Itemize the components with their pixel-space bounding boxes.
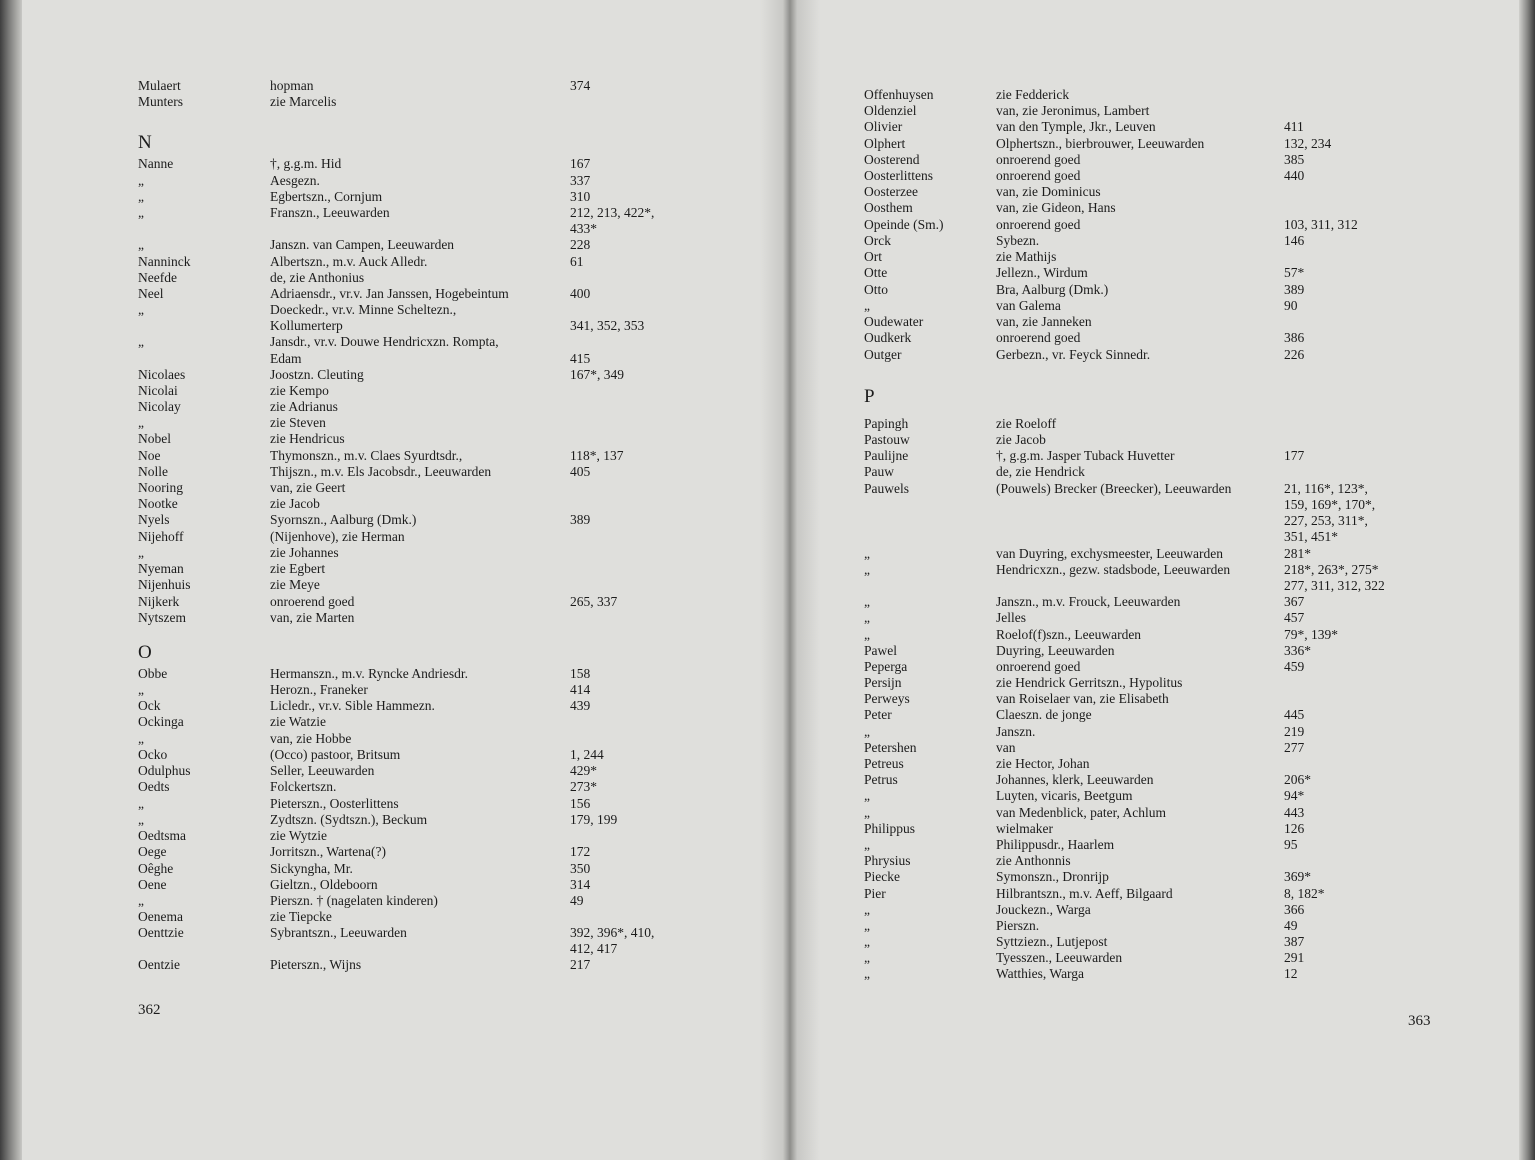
entry-name: Nijkerk bbox=[138, 594, 180, 609]
entry-description: zie Fedderick bbox=[996, 87, 1070, 102]
entry-description: van, zie Hobbe bbox=[270, 731, 352, 746]
entry-page-refs: 49 bbox=[1284, 918, 1298, 933]
entry-description: Pierszn. bbox=[996, 918, 1040, 933]
entry-name: „ bbox=[138, 682, 144, 697]
entry-description: Sybrantszn., Leeuwarden bbox=[270, 925, 407, 940]
entry-page-refs: 12 bbox=[1284, 966, 1298, 981]
entry-page-refs: 219 bbox=[1284, 724, 1305, 739]
left-book-edge bbox=[0, 0, 22, 1160]
entry-page-refs: 227, 253, 311*, bbox=[1284, 513, 1368, 528]
entry-name: „ bbox=[864, 950, 870, 965]
left-page bbox=[22, 0, 760, 1160]
entry-name: Nobel bbox=[138, 431, 171, 446]
entry-name: Oudkerk bbox=[864, 330, 912, 345]
entry-name: Olphert bbox=[864, 136, 906, 151]
entry-page-refs: 439 bbox=[570, 698, 591, 713]
entry-page-refs: 126 bbox=[1284, 821, 1305, 836]
entry-description: †, g.g.m. Jasper Tuback Huvetter bbox=[996, 448, 1175, 463]
entry-description: de, zie Hendrick bbox=[996, 464, 1085, 479]
entry-name: Nooring bbox=[138, 480, 183, 495]
entry-page-refs: 387 bbox=[1284, 934, 1305, 949]
entry-description: zie Anthonnis bbox=[996, 853, 1071, 868]
entry-description: zie Steven bbox=[270, 415, 326, 430]
entry-name: Noe bbox=[138, 448, 161, 463]
entry-description: Sybezn. bbox=[996, 233, 1040, 248]
entry-description: van, zie Jeronimus, Lambert bbox=[996, 103, 1150, 118]
entry-page-refs: 310 bbox=[570, 189, 591, 204]
entry-page-refs: 459 bbox=[1284, 659, 1305, 674]
entry-name: Pastouw bbox=[864, 432, 910, 447]
entry-description: Pieterszn., Oosterlittens bbox=[270, 796, 399, 811]
entry-name: Oosterend bbox=[864, 152, 920, 167]
entry-name: Neefde bbox=[138, 270, 177, 285]
section-heading-o: O bbox=[138, 642, 152, 663]
entry-page-refs: 61 bbox=[570, 254, 584, 269]
entry-page-refs: 405 bbox=[570, 464, 591, 479]
entry-name: Pauwels bbox=[864, 481, 909, 496]
entry-name: „ bbox=[864, 546, 870, 561]
entry-name: „ bbox=[864, 627, 870, 642]
entry-description: zie Egbert bbox=[270, 561, 326, 576]
entry-description: Jorritszn., Wartena(?) bbox=[270, 844, 386, 859]
entry-description: van Galema bbox=[996, 298, 1061, 313]
entry-description: zie Jacob bbox=[996, 432, 1046, 447]
entry-description: zie Mathijs bbox=[996, 249, 1057, 264]
entry-name: „ bbox=[138, 237, 144, 252]
entry-name: „ bbox=[864, 902, 870, 917]
entry-name: Nicolay bbox=[138, 399, 181, 414]
entry-page-refs: 386 bbox=[1284, 330, 1305, 345]
entry-name: „ bbox=[864, 966, 870, 981]
entry-page-refs: 95 bbox=[1284, 837, 1298, 852]
entry-description: Herozn., Franeker bbox=[270, 682, 368, 697]
entry-name: „ bbox=[138, 812, 144, 827]
entry-name: Persijn bbox=[864, 675, 902, 690]
entry-name: „ bbox=[864, 918, 870, 933]
entry-description: Duyring, Leeuwarden bbox=[996, 643, 1115, 658]
entry-description: van, zie Geert bbox=[270, 480, 346, 495]
entry-name: Oentzie bbox=[138, 957, 180, 972]
entry-name: Oêghe bbox=[138, 861, 174, 876]
entry-name: Nicolaes bbox=[138, 367, 186, 382]
entry-description: Johannes, klerk, Leeuwarden bbox=[996, 772, 1154, 787]
entry-name: Peperga bbox=[864, 659, 908, 674]
entry-description: zie Tiepcke bbox=[270, 909, 332, 924]
entry-name: Nicolai bbox=[138, 383, 178, 398]
entry-description: Roelof(f)szn., Leeuwarden bbox=[996, 627, 1142, 642]
entry-name: Phrysius bbox=[864, 853, 911, 868]
entry-name: Nanne bbox=[138, 156, 174, 171]
entry-name: „ bbox=[138, 334, 144, 349]
entry-name: Mulaert bbox=[138, 78, 181, 93]
entry-description: hopman bbox=[270, 78, 314, 93]
entry-page-refs: 265, 337 bbox=[570, 594, 618, 609]
entry-name: Perweys bbox=[864, 691, 910, 706]
entry-description: Bra, Aalburg (Dmk.) bbox=[996, 282, 1109, 297]
entry-name: Ocko bbox=[138, 747, 168, 762]
entry-name: Oldenziel bbox=[864, 103, 917, 118]
entry-description: onroerend goed bbox=[996, 330, 1081, 345]
entry-description: Thijszn., m.v. Els Jacobsdr., Leeuwarden bbox=[270, 464, 492, 479]
entry-description: Hilbrantszn., m.v. Aeff, Bilgaard bbox=[996, 886, 1173, 901]
entry-page-refs: 206* bbox=[1284, 772, 1311, 787]
entry-name: Pier bbox=[864, 886, 886, 901]
entry-page-refs: 389 bbox=[1284, 282, 1305, 297]
entry-name: Petershen bbox=[864, 740, 917, 755]
entry-page-refs: 337 bbox=[570, 173, 591, 188]
entry-name: „ bbox=[864, 298, 870, 313]
entry-description: zie Kempo bbox=[270, 383, 329, 398]
entry-description: Janszn. bbox=[996, 724, 1036, 739]
entry-page-refs: 351, 451* bbox=[1284, 529, 1338, 544]
entry-page-refs: 366 bbox=[1284, 902, 1305, 917]
entry-name: „ bbox=[138, 173, 144, 188]
entry-description: Adriaensdr., vr.v. Jan Janssen, Hogebeintum bbox=[270, 286, 509, 301]
entry-name: Piecke bbox=[864, 869, 900, 884]
right-page bbox=[820, 0, 1519, 1160]
entry-name: Odulphus bbox=[138, 763, 191, 778]
entry-page-refs: 103, 311, 312 bbox=[1284, 217, 1358, 232]
entry-page-refs: 156 bbox=[570, 796, 591, 811]
entry-description: zie Hector, Johan bbox=[996, 756, 1090, 771]
entry-description: Syornszn., Aalburg (Dmk.) bbox=[270, 512, 417, 527]
entry-name: Oege bbox=[138, 844, 167, 859]
entry-name: Oenema bbox=[138, 909, 183, 924]
entry-name: „ bbox=[138, 731, 144, 746]
section-heading-n: N bbox=[138, 132, 152, 153]
entry-description: Jellezn., Wirdum bbox=[996, 265, 1088, 280]
entry-page-refs: 228 bbox=[570, 237, 591, 252]
right-book-edge bbox=[1519, 0, 1535, 1160]
entry-name: Oosterzee bbox=[864, 184, 918, 199]
entry-description: van, zie Dominicus bbox=[996, 184, 1101, 199]
entry-description: Symonszn., Dronrijp bbox=[996, 869, 1109, 884]
entry-description: Hendricxzn., gezw. stadsbode, Leeuwarden bbox=[996, 562, 1231, 577]
entry-description: Pierszn. † (nagelaten kinderen) bbox=[270, 893, 438, 908]
page-number: 363 bbox=[1408, 1013, 1431, 1029]
entry-name: Pawel bbox=[864, 643, 897, 658]
entry-name: „ bbox=[864, 594, 870, 609]
entry-description: Hermanszn., m.v. Ryncke Andriesdr. bbox=[270, 666, 469, 681]
entry-page-refs: 369* bbox=[1284, 869, 1311, 884]
entry-name: Pauw bbox=[864, 464, 894, 479]
entry-description: onroerend goed bbox=[996, 217, 1081, 232]
entry-name: Orck bbox=[864, 233, 891, 248]
entry-description: Pieterszn., Wijns bbox=[270, 957, 362, 972]
entry-name: Oedtsma bbox=[138, 828, 186, 843]
entry-page-refs: 440 bbox=[1284, 168, 1305, 183]
entry-name: Oudewater bbox=[864, 314, 924, 329]
entry-description: Olphertszn., bierbrouwer, Leeuwarden bbox=[996, 136, 1205, 151]
entry-name: Otto bbox=[864, 282, 889, 297]
entry-page-refs: 1, 244 bbox=[570, 747, 604, 762]
entry-description: Tyesszen., Leeuwarden bbox=[996, 950, 1123, 965]
entry-page-refs: 218*, 263*, 275* bbox=[1284, 562, 1379, 577]
entry-description: Joostzn. Cleuting bbox=[270, 367, 364, 382]
entry-description: zie Hendrick Gerritszn., Hypolitus bbox=[996, 675, 1183, 690]
entry-description: (Pouwels) Brecker (Breecker), Leeuwarden bbox=[996, 481, 1232, 496]
entry-description: onroerend goed bbox=[996, 168, 1081, 183]
entry-description: zie Roeloff bbox=[996, 416, 1057, 431]
entry-description: zie Wytzie bbox=[270, 828, 328, 843]
entry-name: Ock bbox=[138, 698, 161, 713]
entry-name: „ bbox=[864, 788, 870, 803]
entry-name: „ bbox=[138, 415, 144, 430]
entry-description: Jansdr., vr.v. Douwe Hendricxzn. Rompta, bbox=[270, 334, 499, 349]
entry-page-refs: 277 bbox=[1284, 740, 1305, 755]
entry-page-refs: 177 bbox=[1284, 448, 1305, 463]
entry-page-refs: 433* bbox=[570, 221, 597, 236]
entry-page-refs: 336* bbox=[1284, 643, 1311, 658]
entry-page-refs: 159, 169*, 170*, bbox=[1284, 497, 1376, 512]
entry-name: Opeinde (Sm.) bbox=[864, 217, 944, 232]
entry-description: zie Watzie bbox=[270, 714, 327, 729]
entry-description: Licledr., vr.v. Sible Hammezn. bbox=[270, 698, 435, 713]
entry-description: zie Jacob bbox=[270, 496, 320, 511]
entry-page-refs: 412, 417 bbox=[570, 941, 618, 956]
entry-name: Nytszem bbox=[138, 610, 186, 625]
entry-name: Paulijne bbox=[864, 448, 909, 463]
entry-name: „ bbox=[138, 189, 144, 204]
entry-name: „ bbox=[864, 724, 870, 739]
entry-page-refs: 57* bbox=[1284, 265, 1305, 280]
entry-description: Syttziezn., Lutjepost bbox=[996, 934, 1108, 949]
entry-description: zie Hendricus bbox=[270, 431, 345, 446]
entry-description: Watthies, Warga bbox=[996, 966, 1085, 981]
entry-name: „ bbox=[864, 805, 870, 820]
entry-page-refs: 167 bbox=[570, 156, 591, 171]
entry-description: van bbox=[996, 740, 1016, 755]
entry-page-refs: 389 bbox=[570, 512, 591, 527]
entry-description: Jouckezn., Warga bbox=[996, 902, 1091, 917]
entry-description: †, g.g.m. Hid bbox=[270, 156, 342, 171]
entry-description: wielmaker bbox=[996, 821, 1053, 836]
entry-name: Ort bbox=[864, 249, 882, 264]
entry-description: Philippusdr., Haarlem bbox=[996, 837, 1115, 852]
entry-description: Franszn., Leeuwarden bbox=[270, 205, 390, 220]
entry-name: Nootke bbox=[138, 496, 178, 511]
entry-page-refs: 212, 213, 422*, bbox=[570, 205, 655, 220]
entry-description: Thymonszn., m.v. Claes Syurdtsdr., bbox=[270, 448, 463, 463]
entry-description: van, zie Gideon, Hans bbox=[996, 200, 1116, 215]
entry-name: Olivier bbox=[864, 119, 903, 134]
entry-description: Egbertszn., Cornjum bbox=[270, 189, 383, 204]
entry-page-refs: 385 bbox=[1284, 152, 1305, 167]
entry-page-refs: 350 bbox=[570, 861, 591, 876]
entry-page-refs: 132, 234 bbox=[1284, 136, 1332, 151]
entry-name: Petreus bbox=[864, 756, 904, 771]
entry-page-refs: 400 bbox=[570, 286, 591, 301]
entry-description: Gerbezn., vr. Feyck Sinnedr. bbox=[996, 347, 1151, 362]
entry-page-refs: 429* bbox=[570, 763, 597, 778]
book-gutter bbox=[760, 0, 820, 1160]
section-heading-p: P bbox=[864, 386, 875, 407]
entry-page-refs: 94* bbox=[1284, 788, 1305, 803]
entry-page-refs: 374 bbox=[570, 78, 591, 93]
entry-description: van, zie Janneken bbox=[996, 314, 1092, 329]
entry-name: Petrus bbox=[864, 772, 898, 787]
entry-page-refs: 158 bbox=[570, 666, 591, 681]
entry-description: Edam bbox=[270, 351, 302, 366]
entry-page-refs: 277, 311, 312, 322 bbox=[1284, 578, 1385, 593]
entry-name: Nijenhuis bbox=[138, 577, 191, 592]
entry-name: Philippus bbox=[864, 821, 916, 836]
entry-page-refs: 392, 396*, 410, bbox=[570, 925, 655, 940]
entry-name: Munters bbox=[138, 94, 183, 109]
entry-description: zie Johannes bbox=[270, 545, 339, 560]
entry-name: Obbe bbox=[138, 666, 168, 681]
entry-name: „ bbox=[138, 302, 144, 317]
entry-page-refs: 291 bbox=[1284, 950, 1305, 965]
entry-page-refs: 457 bbox=[1284, 610, 1305, 625]
entry-description: onroerend goed bbox=[270, 594, 355, 609]
entry-page-refs: 90 bbox=[1284, 298, 1298, 313]
entry-page-refs: 172 bbox=[570, 844, 591, 859]
entry-description: Claeszn. de jonge bbox=[996, 707, 1092, 722]
entry-description: Luyten, vicaris, Beetgum bbox=[996, 788, 1133, 803]
entry-page-refs: 367 bbox=[1284, 594, 1305, 609]
entry-description: Janszn., m.v. Frouck, Leeuwarden bbox=[996, 594, 1181, 609]
entry-name: „ bbox=[138, 893, 144, 908]
entry-name: „ bbox=[138, 205, 144, 220]
entry-page-refs: 341, 352, 353 bbox=[570, 318, 645, 333]
entry-description: van Duyring, exchysmeester, Leeuwarden bbox=[996, 546, 1223, 561]
entry-name: Nijehoff bbox=[138, 529, 184, 544]
entry-page-refs: 217 bbox=[570, 957, 591, 972]
entry-name: Oosterlittens bbox=[864, 168, 933, 183]
entry-page-refs: 146 bbox=[1284, 233, 1305, 248]
entry-page-refs: 79*, 139* bbox=[1284, 627, 1338, 642]
entry-name: „ bbox=[864, 562, 870, 577]
entry-page-refs: 443 bbox=[1284, 805, 1305, 820]
page-number: 362 bbox=[138, 1002, 161, 1018]
entry-page-refs: 118*, 137 bbox=[570, 448, 624, 463]
entry-description: Gieltzn., Oldeboorn bbox=[270, 877, 378, 892]
entry-description: Aesgezn. bbox=[270, 173, 320, 188]
entry-description: Albertszn., m.v. Auck Alledr. bbox=[270, 254, 428, 269]
entry-name: „ bbox=[864, 837, 870, 852]
entry-description: Doeckedr., vr.v. Minne Scheltezn., bbox=[270, 302, 457, 317]
entry-description: zie Adrianus bbox=[270, 399, 338, 414]
entry-name: Nyeman bbox=[138, 561, 184, 576]
entry-description: Zydtszn. (Sydtszn.), Beckum bbox=[270, 812, 428, 827]
entry-description: Sickyngha, Mr. bbox=[270, 861, 353, 876]
entry-name: Peter bbox=[864, 707, 892, 722]
entry-name: Offenhuysen bbox=[864, 87, 934, 102]
entry-description: van Roiselaer van, zie Elisabeth bbox=[996, 691, 1169, 706]
entry-description: zie Marcelis bbox=[270, 94, 337, 109]
entry-description: onroerend goed bbox=[996, 659, 1081, 674]
entry-page-refs: 273* bbox=[570, 779, 597, 794]
entry-description: van den Tymple, Jkr., Leuven bbox=[996, 119, 1156, 134]
entry-description: (Nijenhove), zie Herman bbox=[270, 529, 405, 544]
entry-description: Folckertszn. bbox=[270, 779, 337, 794]
entry-name: Nyels bbox=[138, 512, 170, 527]
entry-description: Jelles bbox=[996, 610, 1026, 625]
entry-name: Nolle bbox=[138, 464, 168, 479]
entry-page-refs: 411 bbox=[1284, 119, 1304, 134]
entry-description: Seller, Leeuwarden bbox=[270, 763, 375, 778]
entry-description: (Occo) pastoor, Britsum bbox=[270, 747, 401, 762]
entry-page-refs: 281* bbox=[1284, 546, 1311, 561]
entry-page-refs: 314 bbox=[570, 877, 591, 892]
entry-page-refs: 49 bbox=[570, 893, 584, 908]
entry-name: Nanninck bbox=[138, 254, 191, 269]
entry-name: Neel bbox=[138, 286, 164, 301]
entry-page-refs: 226 bbox=[1284, 347, 1305, 362]
entry-page-refs: 8, 182* bbox=[1284, 886, 1325, 901]
entry-name: „ bbox=[138, 545, 144, 560]
entry-description: Janszn. van Campen, Leeuwarden bbox=[270, 237, 455, 252]
entry-name: Outger bbox=[864, 347, 902, 362]
entry-description: van, zie Marten bbox=[270, 610, 355, 625]
entry-description: van Medenblick, pater, Achlum bbox=[996, 805, 1167, 820]
entry-name: Ockinga bbox=[138, 714, 184, 729]
entry-name: Otte bbox=[864, 265, 888, 280]
entry-description: onroerend goed bbox=[996, 152, 1081, 167]
entry-description: Kollumerterp bbox=[270, 318, 343, 333]
entry-name: Oedts bbox=[138, 779, 170, 794]
entry-page-refs: 167*, 349 bbox=[570, 367, 624, 382]
entry-description: zie Meye bbox=[270, 577, 320, 592]
entry-name: Oene bbox=[138, 877, 167, 892]
entry-name: Oenttzie bbox=[138, 925, 184, 940]
entry-page-refs: 415 bbox=[570, 351, 591, 366]
entry-name: Oosthem bbox=[864, 200, 913, 215]
entry-page-refs: 414 bbox=[570, 682, 591, 697]
entry-page-refs: 21, 116*, 123*, bbox=[1284, 481, 1368, 496]
entry-page-refs: 445 bbox=[1284, 707, 1305, 722]
entry-name: „ bbox=[864, 610, 870, 625]
entry-description: de, zie Anthonius bbox=[270, 270, 365, 285]
entry-name: Papingh bbox=[864, 416, 909, 431]
entry-name: „ bbox=[138, 796, 144, 811]
entry-page-refs: 179, 199 bbox=[570, 812, 618, 827]
entry-name: „ bbox=[864, 934, 870, 949]
